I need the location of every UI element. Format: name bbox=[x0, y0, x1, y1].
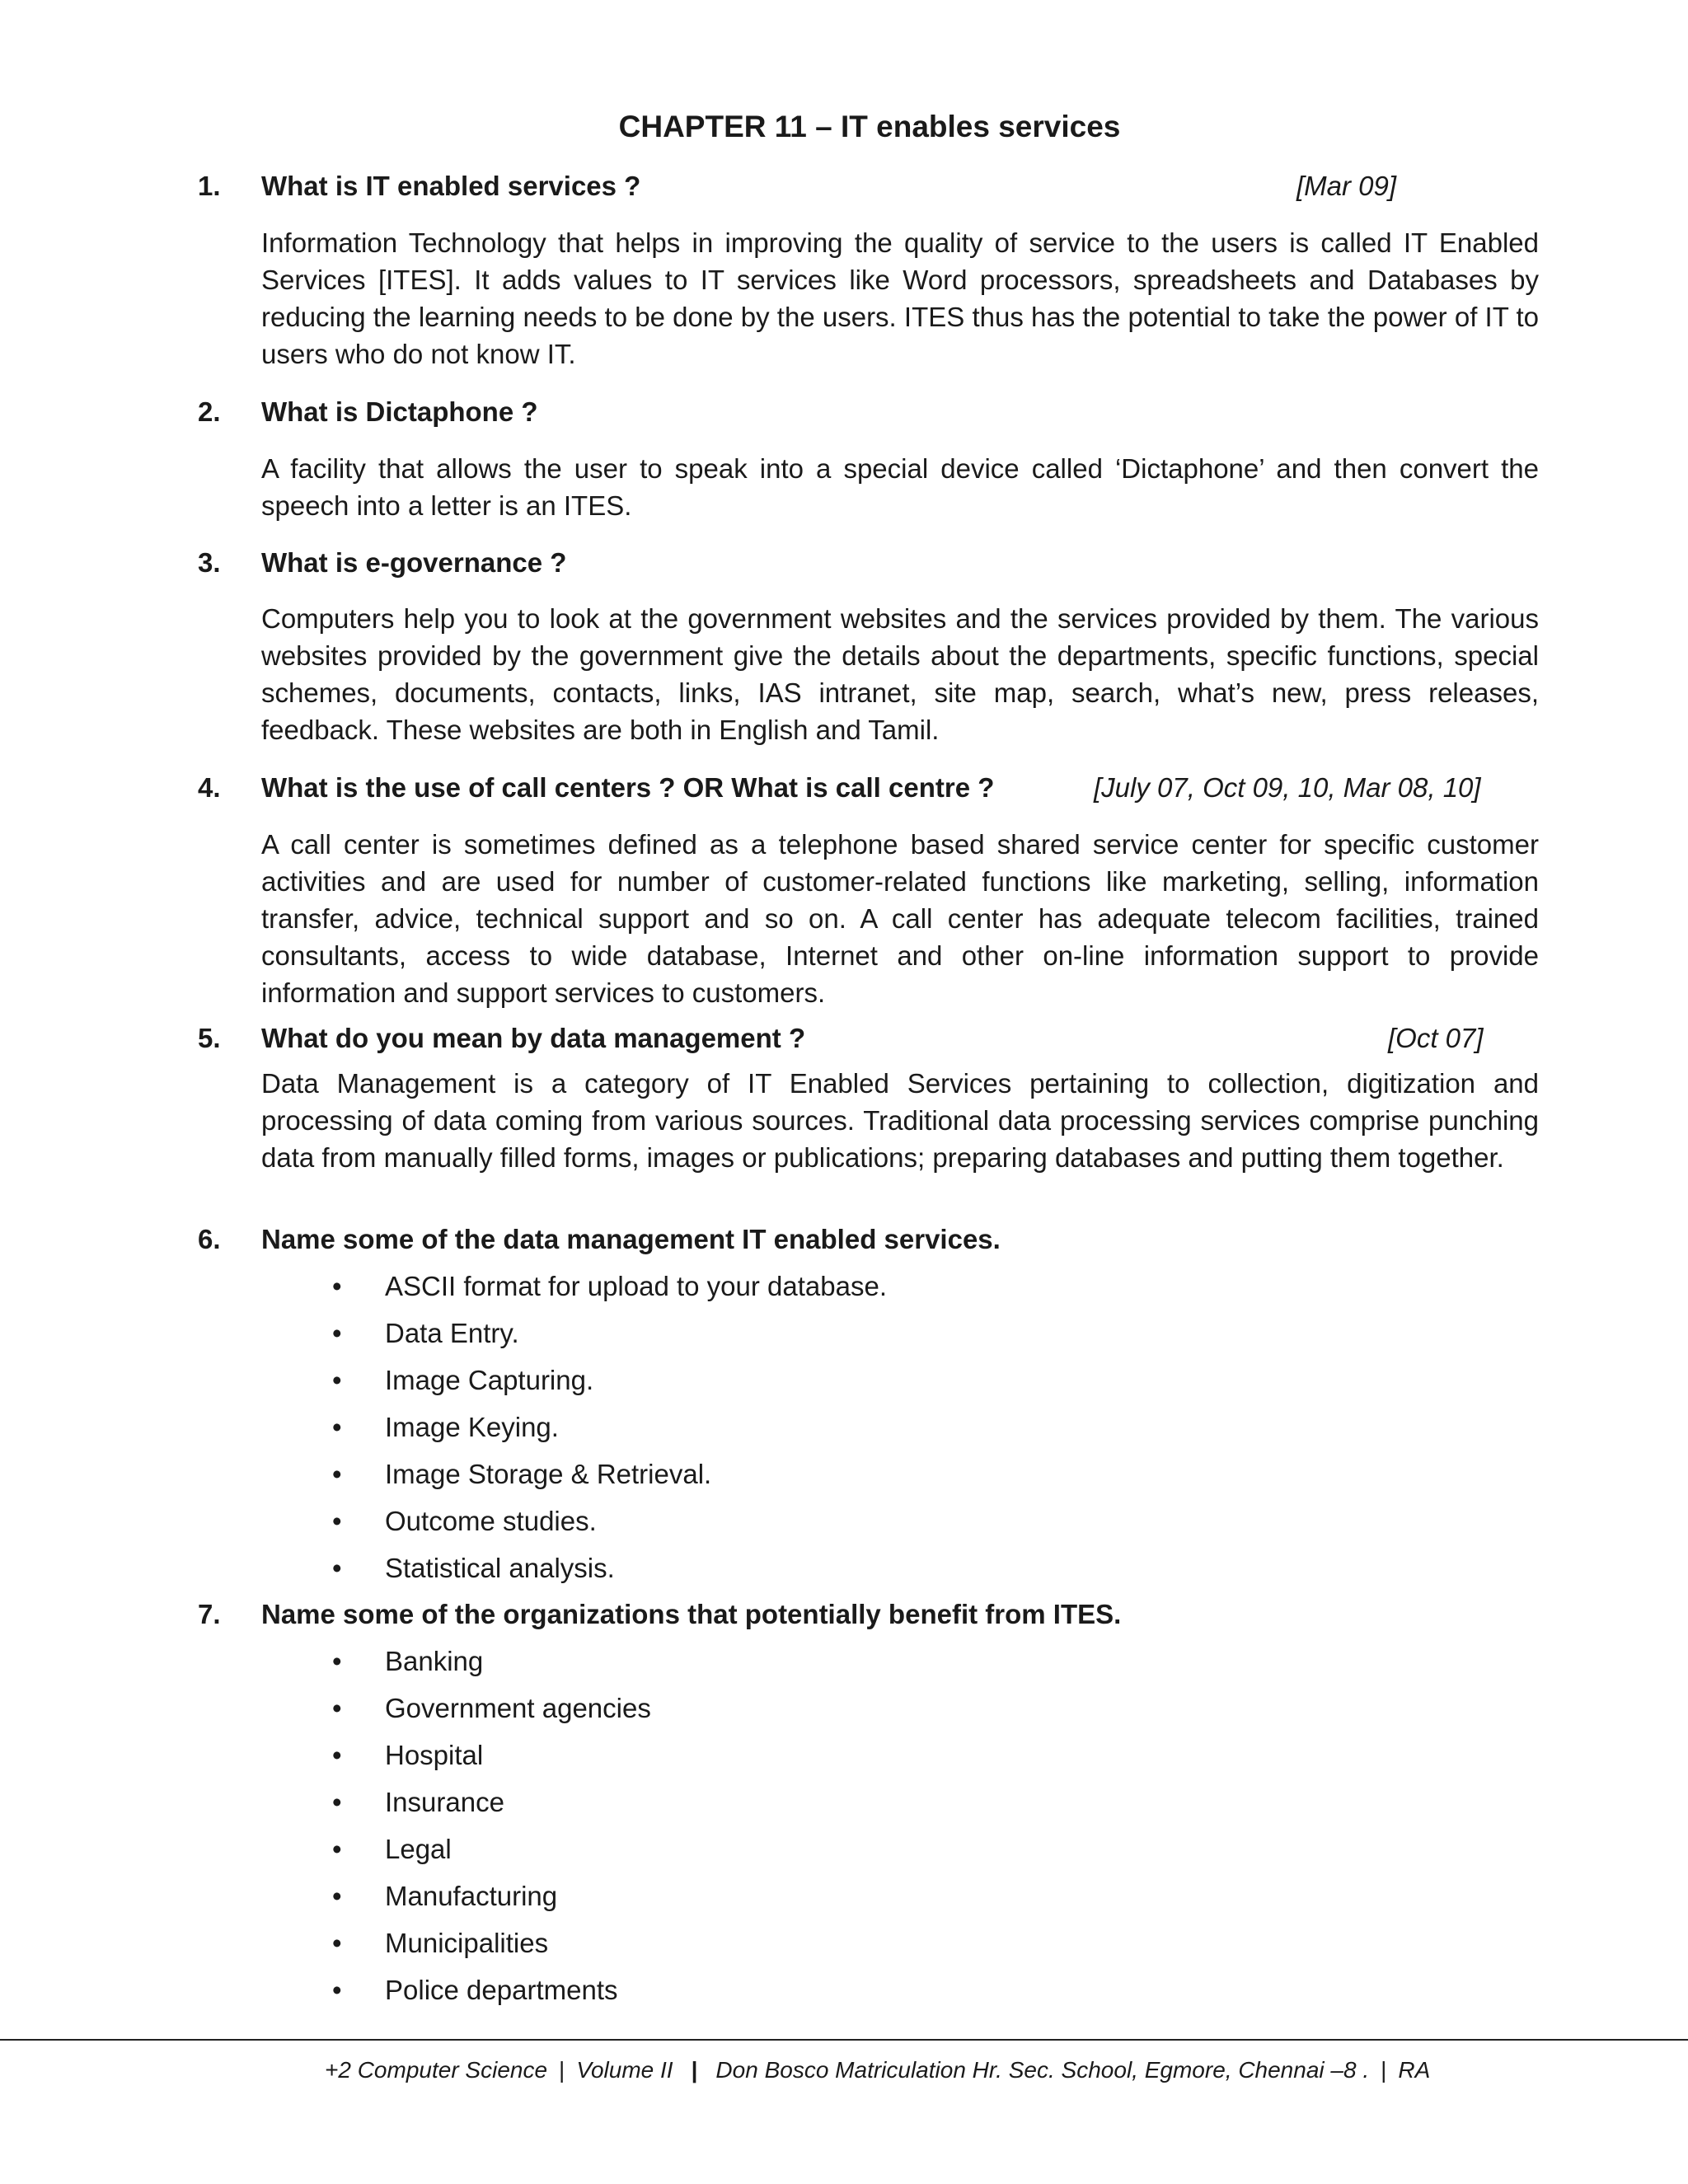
question-text: What do you mean by data management ? bbox=[261, 1023, 806, 1053]
question-text: Name some of the data management IT enabled services. bbox=[261, 1224, 1001, 1254]
bullet-icon: • bbox=[332, 1834, 342, 1864]
bullet-icon: • bbox=[332, 1271, 342, 1301]
question-number: 1. bbox=[198, 171, 221, 201]
answer-1: Information Technology that helps in improving the quality of service to the users is called IT Enabled Services [ITES]. It adds values to IT services like Word processors, spreadsheets and Databases by reducing the learning needs to be done by the users. ITES thus has the potential to take the power of IT to users who do not know IT. bbox=[261, 227, 1539, 369]
exam-reference: [Mar 09] bbox=[1296, 171, 1397, 201]
bullet-icon: • bbox=[332, 1881, 342, 1911]
answer-5: Data Management is a category of IT Enabled Services pertaining to collection, digitization and processing of data coming from various sources. Traditional data processing services comprise punching data from manually filled forms, images or publications; preparing databases and putting them together. bbox=[261, 1068, 1539, 1173]
bullet-icon: • bbox=[332, 1787, 342, 1817]
question-number: 7. bbox=[198, 1599, 221, 1629]
exam-reference: [July 07, Oct 09, 10, Mar 08, 10] bbox=[1094, 772, 1481, 803]
bullet-icon: • bbox=[332, 1740, 342, 1770]
bullet-icon: • bbox=[332, 1459, 342, 1489]
document-page: CHAPTER 11 – IT enables services 1. What is IT enabled services ? [Mar 09] Information Technology that helps in improving the quality of service to the users is called IT Enabled Services [ITES]. It adds values to IT services like Word processors, spreadsheets and Databases by reducing the learning needs to be done by the users. ITES thus has the potential to take the power of IT to users who do not know IT. 2. What is Dictaphone ? A facility that allows the user to speak into a special device called ‘Dictaphone’ and then convert the speech into a letter is an ITES. 3. What is e-governance ? Computers help you to look at the government websites and the services provided by them. The various websites provided by the government give the details about the departments, specific functions, special schemes, documents, contacts, links, IAS intranet, site map, search, what’s new, press releases, feedback. These websites are both in English and Tamil. 4. What is the use of call centers ? OR What is call centre ? [July 07, Oct 09, 10, Mar 08, 10] A call center is sometimes defined as a telephone based shared service center for specific customer activities and are used for number of customer-related functions like marketing, selling, information transfer, advice, technical support and so on. A call center has adequate telecom facilities, trained consultants, access to wide database, Internet and other on-line information support to provide information and support services to customers. 5. What do you mean by data management ? [Oct 07] Data Management is a category of IT Enabled Services pertaining to collection, digitization and processing of data coming from various sources. Traditional data processing services comprise punching data from manually filled forms, images or publications; preparing databases and putting them together. 6. Name some of the data management IT enabled services. • ASCII format for upload to your database. • Data Entry. • Image Capturing. • Image Keying. • Image Storage & Retrieval. • Outcome studies. • Statistical analysis. 7. Name some of the organizations that potentially benefit from ITES. • Banking • Government agencies • Hospital • Insurance • Legal • Manufacturing • Municipalities • Police departments +2 Computer Science | Volume II | Don Bosco Matriculation Hr. Sec. School, Egmore, Chennai –8 . | RA bbox=[0, 0, 1688, 2184]
bullet-icon: • bbox=[332, 1365, 342, 1395]
bullet-icon: • bbox=[332, 1553, 342, 1583]
question-text: What is e-governance ? bbox=[261, 547, 567, 578]
question-text: Name some of the organizations that potentially benefit from ITES. bbox=[261, 1599, 1122, 1629]
bullet-icon: • bbox=[332, 1975, 342, 2005]
question-number: 2. bbox=[198, 396, 221, 427]
exam-reference: [Oct 07] bbox=[1388, 1023, 1484, 1053]
footer-divider bbox=[0, 2039, 1688, 2041]
bullet-icon: • bbox=[332, 1646, 342, 1676]
footer-separator: | bbox=[691, 2057, 698, 2083]
bullet-icon: • bbox=[332, 1928, 342, 1958]
footer-volume: Volume II bbox=[576, 2057, 673, 2083]
question-number: 5. bbox=[198, 1023, 221, 1053]
question-text: What is IT enabled services ? bbox=[261, 171, 641, 201]
page-footer bbox=[325, 2054, 1430, 2087]
answer-4: A call center is sometimes defined as a telephone based shared service center for specific customer activities and are used for number of customer-related functions like marketing, selling, information transfer, advice, technical support and so on. A call center has adequate telecom facilities, trained consultants, access to wide database, Internet and other on-line information support to provide information and support services to customers. bbox=[261, 829, 1539, 1008]
question-text: What is Dictaphone ? bbox=[261, 396, 538, 427]
question-text: What is the use of call centers ? OR What is call centre ? bbox=[261, 772, 995, 803]
footer-course: +2 Computer Science bbox=[325, 2057, 548, 2083]
answer-3: Computers help you to look at the government websites and the services provided by them. The various websites provided by the government give the details about the departments, specific functions, special schemes, documents, contacts, links, IAS intranet, site map, search, what’s new, press releases, feedback. These websites are both in English and Tamil. bbox=[261, 603, 1539, 745]
bullet-icon: • bbox=[332, 1506, 342, 1536]
bullet-icon: • bbox=[332, 1412, 342, 1442]
bullet-icon: • bbox=[332, 1318, 342, 1348]
footer-school: Don Bosco Matriculation Hr. Sec. School, Egmore, Chennai –8 . bbox=[715, 2057, 1370, 2083]
chapter-title: CHAPTER 11 – IT enables services bbox=[618, 110, 1121, 143]
footer-separator: | bbox=[559, 2057, 565, 2083]
answer-2: A facility that allows the user to speak into a special device called ‘Dictaphone’ and then convert the speech into a letter is an ITES. bbox=[261, 453, 1539, 521]
question-number: 4. bbox=[198, 772, 221, 803]
question-number: 6. bbox=[198, 1224, 221, 1254]
footer-initials: RA bbox=[1398, 2057, 1431, 2083]
footer-separator: | bbox=[1381, 2057, 1387, 2083]
bullet-icon: • bbox=[332, 1693, 342, 1723]
question-number: 3. bbox=[198, 547, 221, 578]
